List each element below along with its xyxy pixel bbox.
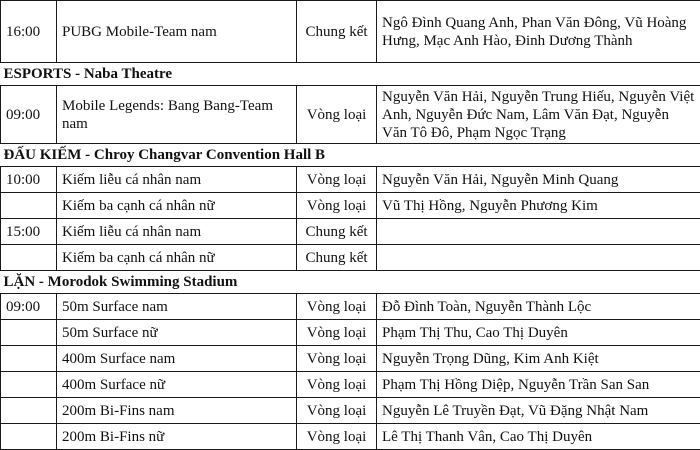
event-cell: 50m Surface nam xyxy=(57,294,297,320)
event-cell: Kiếm ba cạnh cá nhân nữ xyxy=(57,245,297,271)
round-cell: Chung kết xyxy=(297,245,377,271)
section-header-row xyxy=(1,63,700,86)
schedule-row xyxy=(1,1,700,63)
schedule-row xyxy=(1,320,700,346)
schedule-row xyxy=(1,372,700,398)
section-title: ĐẤU KIẾM - Chroy Changvar Convention Hall B xyxy=(1,144,700,167)
event-cell: Kiếm liễu cá nhân nam xyxy=(57,219,297,245)
section-header-row xyxy=(1,144,700,167)
athletes-cell: Phạm Thị Thu, Cao Thị Duyên xyxy=(377,320,700,346)
event-cell: 50m Surface nữ xyxy=(57,320,297,346)
athletes-cell: Phạm Thị Hồng Diệp, Nguyễn Trần San San xyxy=(377,372,700,398)
round-cell: Vòng loại xyxy=(297,372,377,398)
schedule-row xyxy=(1,245,700,271)
round-cell: Vòng loại xyxy=(297,193,377,219)
event-cell: Mobile Legends: Bang Bang-Team nam xyxy=(57,86,297,144)
time-cell: 16:00 xyxy=(1,1,57,63)
athletes-cell: Nguyễn Lê Truyền Đạt, Vũ Đặng Nhật Nam xyxy=(377,398,700,424)
event-cell: 200m Bi-Fins nam xyxy=(57,398,297,424)
round-cell: Vòng loại xyxy=(297,86,377,144)
round-cell: Vòng loại xyxy=(297,320,377,346)
round-cell: Vòng loại xyxy=(297,294,377,320)
athletes-cell xyxy=(377,245,700,271)
event-cell: Kiếm ba cạnh cá nhân nữ xyxy=(57,193,297,219)
event-cell: PUBG Mobile-Team nam xyxy=(57,1,297,63)
time-cell xyxy=(1,320,57,346)
round-cell: Vòng loại xyxy=(297,346,377,372)
athletes-cell: Lê Thị Thanh Vân, Cao Thị Duyên xyxy=(377,424,700,450)
schedule-row xyxy=(1,86,700,144)
round-cell: Vòng loại xyxy=(297,398,377,424)
time-cell xyxy=(1,372,57,398)
schedule-row xyxy=(1,167,700,193)
schedule-row xyxy=(1,193,700,219)
round-cell: Vòng loại xyxy=(297,167,377,193)
time-cell xyxy=(1,193,57,219)
event-cell: 200m Bi-Fins nữ xyxy=(57,424,297,450)
time-cell xyxy=(1,398,57,424)
section-header-row xyxy=(1,271,700,294)
event-cell: Kiếm liễu cá nhân nam xyxy=(57,167,297,193)
athletes-cell xyxy=(377,219,700,245)
athletes-cell: Nguyễn Văn Hải, Nguyễn Minh Quang xyxy=(377,167,700,193)
athletes-cell: Đỗ Đình Toàn, Nguyễn Thành Lộc xyxy=(377,294,700,320)
athletes-cell: Nguyễn Trọng Dũng, Kim Anh Kiệt xyxy=(377,346,700,372)
section-title: LẶN - Morodok Swimming Stadium xyxy=(1,271,700,294)
round-cell: Chung kết xyxy=(297,219,377,245)
event-cell: 400m Surface nữ xyxy=(57,372,297,398)
time-cell xyxy=(1,346,57,372)
time-cell: 15:00 xyxy=(1,219,57,245)
time-cell: 09:00 xyxy=(1,294,57,320)
round-cell: Vòng loại xyxy=(297,424,377,450)
schedule-row xyxy=(1,346,700,372)
event-cell: 400m Surface nam xyxy=(57,346,297,372)
time-cell xyxy=(1,245,57,271)
section-title: ESPORTS - Naba Theatre xyxy=(1,63,700,86)
athletes-cell: Vũ Thị Hồng, Nguyễn Phương Kim xyxy=(377,193,700,219)
athletes-cell: Nguyễn Văn Hải, Nguyễn Trung Hiếu, Nguyễn Việt Anh, Nguyễn Đức Nam, Lâm Văn Đạt, Nguyễn Văn Tô Đô, Phạm Ngọc Trạng xyxy=(377,86,700,144)
schedule-row xyxy=(1,294,700,320)
round-cell: Chung kết xyxy=(297,1,377,63)
schedule-row xyxy=(1,219,700,245)
time-cell: 09:00 xyxy=(1,86,57,144)
time-cell: 10:00 xyxy=(1,167,57,193)
athletes-cell: Ngô Đình Quang Anh, Phan Văn Đông, Vũ Hoàng Hưng, Mạc Anh Hào, Đinh Dương Thành xyxy=(377,1,700,63)
schedule-row xyxy=(1,398,700,424)
